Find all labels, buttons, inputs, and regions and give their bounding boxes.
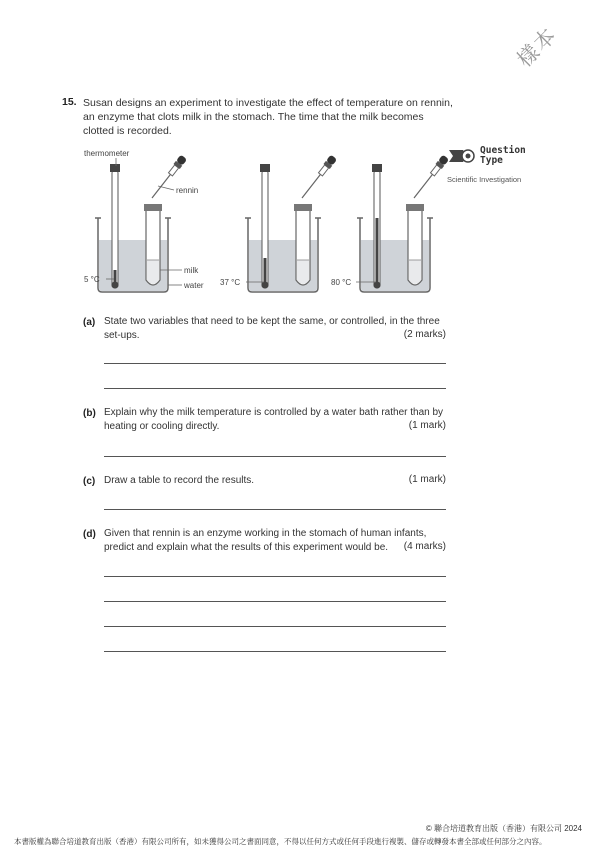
part-a-text: State two variables that need to be kept the same, or controlled, in the three set-ups.	[104, 316, 440, 341]
part-b-letter: (b)	[83, 408, 96, 419]
question-number: 15.	[62, 96, 77, 108]
label-temp-80c: 80 °C	[331, 278, 352, 287]
answer-line-d2[interactable]	[104, 601, 446, 602]
experiment-diagram	[78, 140, 458, 300]
part-b-text: Explain why the milk temperature is controlled by a water bath rather than by heating or cooling directly.	[104, 407, 444, 432]
part-d-text: Given that rennin is an enzyme working in the stomach of human infants, predict and explain what the results of this experiment would be.	[104, 528, 427, 553]
answer-line-d1[interactable]	[104, 576, 446, 577]
label-rennin: rennin	[176, 186, 199, 195]
answer-line-d3[interactable]	[104, 626, 446, 627]
answer-line-a1[interactable]	[104, 363, 446, 364]
question-type-value: Scientific Investigation	[447, 175, 522, 184]
setup-5c	[95, 155, 187, 292]
footer-copyright: © 聯合培道教育出版（香港）有限公司 2024	[425, 824, 582, 833]
label-milk: milk	[184, 266, 199, 275]
question-type-label: Question Type	[480, 145, 526, 166]
part-c-marks: (1 mark)	[408, 474, 446, 485]
setup-37c	[245, 155, 337, 292]
label-temp-5c: 5 °C	[84, 275, 100, 284]
part-a-letter: (a)	[83, 317, 96, 328]
answer-line-d4[interactable]	[104, 651, 446, 652]
part-a-marks: (2 marks)	[403, 329, 446, 340]
mercury-5c	[114, 270, 117, 286]
part-d-letter: (d)	[83, 529, 96, 540]
label-water: water	[184, 281, 204, 290]
part-b-marks: (1 mark)	[408, 420, 446, 431]
question-stem: Susan designs an experiment to investigate the effect of temperature on rennin, an enzyme that clots milk in the stomach. The time that the milk becomes clotted is recorded.	[83, 97, 453, 137]
sample-watermark: 樣本	[512, 22, 562, 72]
label-thermometer: thermometer	[84, 149, 130, 158]
mercury-80c	[376, 218, 379, 286]
setup-80c	[357, 155, 449, 292]
footer-notice: 本書版權為聯合培道教育出版（香港）有限公司所有，如未獲得公司之書面同意，不得以任何方式或任何手段進行複製、儲存或轉發本書全部或任何部分之內容。	[14, 837, 547, 846]
answer-line-b1[interactable]	[104, 456, 446, 457]
part-c-letter: (c)	[83, 476, 96, 487]
answer-line-c1[interactable]	[104, 509, 446, 510]
answer-line-a2[interactable]	[104, 388, 446, 389]
label-temp-37c: 37 °C	[220, 278, 241, 287]
part-d-marks: (4 marks)	[403, 541, 446, 552]
part-c-text: Draw a table to record the results.	[104, 475, 255, 486]
